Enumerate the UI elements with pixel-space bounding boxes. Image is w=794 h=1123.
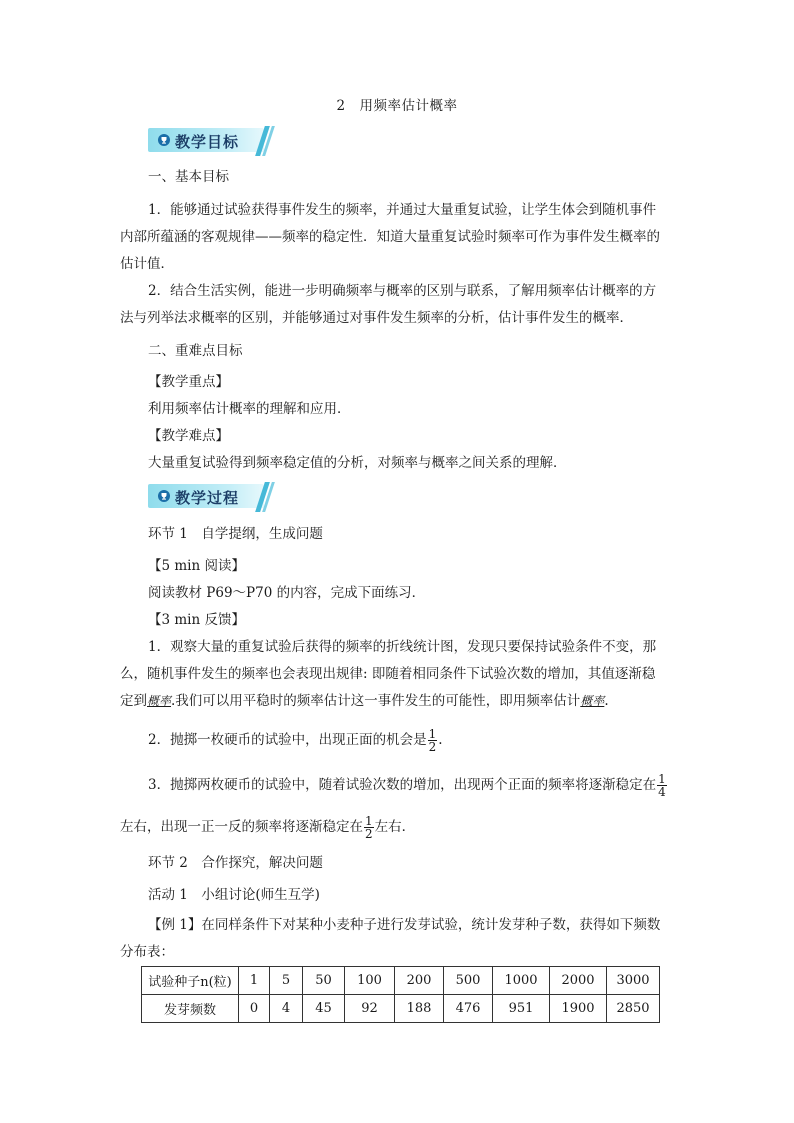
key-point-text: 利用频率估计概率的理解和应用． xyxy=(148,401,351,417)
goal1-line3: 估计值． xyxy=(120,256,174,272)
basic-goal-heading: 一、基本目标 xyxy=(148,169,229,185)
feedback2: 2．抛掷一枚硬币的试验中，出现正面的机会是 $\frac{1}{2}$ . xyxy=(148,727,443,754)
frequency-table xyxy=(141,966,660,1023)
handwritten-answer: 概率 xyxy=(580,694,605,708)
table-cell: 200 xyxy=(395,967,444,995)
table-cell: 951 xyxy=(493,995,550,1023)
feedback1-line1: 1．观察大量的重复试验后获得的频率的折线统计图，发现只要保持试验条件不变，那 xyxy=(148,639,657,655)
handwritten-answer: 概率 xyxy=(147,694,172,708)
table-cell: 4 xyxy=(270,995,303,1023)
table-cell: 5 xyxy=(270,967,303,995)
table-cell: 188 xyxy=(395,995,444,1023)
example1-line1: 【例 1】在同样条件下对某种小麦种子进行发芽试验，统计发芽种子数，获得如下频数 xyxy=(148,917,661,933)
trophy-icon xyxy=(158,490,170,502)
goal1-line1: 1．能够通过试验获得事件发生的频率，并通过大量重复试验，让学生体会到随机事件 xyxy=(148,202,657,218)
read-text: 阅读教材 P69～P70 的内容，完成下面练习． xyxy=(148,585,426,601)
banner-label: 教学目标 xyxy=(175,133,240,151)
fraction: $\frac{1}{2}$ xyxy=(365,814,373,841)
goal2-line1: 2．结合生活实例，能进一步明确频率与概率的区别与联系，了解用频率估计概率的方 xyxy=(148,283,657,299)
row-header: 发芽频数 xyxy=(142,995,239,1023)
key-point-label: 【教学重点】 xyxy=(148,374,229,390)
step1-heading: 环节 1 自学提纲，生成问题 xyxy=(148,526,323,542)
table-cell: 2850 xyxy=(607,995,660,1023)
table-cell: 0 xyxy=(239,995,270,1023)
table-cell: 92 xyxy=(345,995,395,1023)
feedback3-line2: 左右，出现一正一反的频率将逐渐稳定在 $\frac{1}{2}$ 左右． xyxy=(120,814,416,841)
banner-label: 教学过程 xyxy=(175,489,240,507)
table-cell: 1900 xyxy=(550,995,607,1023)
goal1-line2: 内部所蕴涵的客观规律——频率的稳定性．知道大量重复试验时频率可作为事件发生概率的 xyxy=(120,229,660,245)
table-cell: 45 xyxy=(303,995,345,1023)
fraction: $\frac{1}{4}$ xyxy=(658,772,666,799)
section-banner-goals xyxy=(148,126,270,156)
table-cell: 50 xyxy=(303,967,345,995)
key-goal-heading: 二、重难点目标 xyxy=(148,343,243,359)
table-row xyxy=(142,967,660,995)
difficult-label: 【教学难点】 xyxy=(148,428,229,444)
table-row xyxy=(142,995,660,1023)
table-cell: 476 xyxy=(444,995,493,1023)
table-cell: 500 xyxy=(444,967,493,995)
step2-heading: 环节 2 合作探究，解决问题 xyxy=(148,855,323,871)
activity1-heading: 活动 1 小组讨论(师生互学) xyxy=(148,887,320,903)
trophy-icon xyxy=(158,134,170,146)
table-cell: 1 xyxy=(239,967,270,995)
example1-line2: 分布表： xyxy=(120,944,174,960)
fraction: $\frac{1}{2}$ xyxy=(428,727,437,754)
feedback-label: 【3 min 反馈】 xyxy=(148,612,245,628)
section-banner-process xyxy=(148,482,270,512)
difficult-text: 大量重复试验得到频率稳定值的分析，对频率与概率之间关系的理解． xyxy=(148,455,567,471)
read-label: 【5 min 阅读】 xyxy=(148,558,245,574)
table-cell: 2000 xyxy=(550,967,607,995)
table-cell: 100 xyxy=(345,967,395,995)
table-cell: 3000 xyxy=(607,967,660,995)
feedback1-line3: 定到概率.我们可以用平稳时的频率估计这一事件发生的可能性，即用频率估计概率. xyxy=(120,693,609,709)
table-cell: 1000 xyxy=(493,967,550,995)
feedback3-line1: 3．抛掷两枚硬币的试验中，随着试验次数的增加，出现两个正面的频率将逐渐稳定在 $\frac{1}{4}$ xyxy=(148,772,666,799)
page-title: 2 用频率估计概率 xyxy=(336,98,458,114)
goal2-line2: 法与列举法求概率的区别，并能够通过对事件发生频率的分析，估计事件发生的概率． xyxy=(120,310,633,326)
row-header: 试验种子n(粒) xyxy=(142,967,239,995)
feedback1-line2: 么，随机事件发生的频率也会表现出规律: 即随着相同条件下试验次数的增加，其值逐渐稳 xyxy=(120,666,656,682)
